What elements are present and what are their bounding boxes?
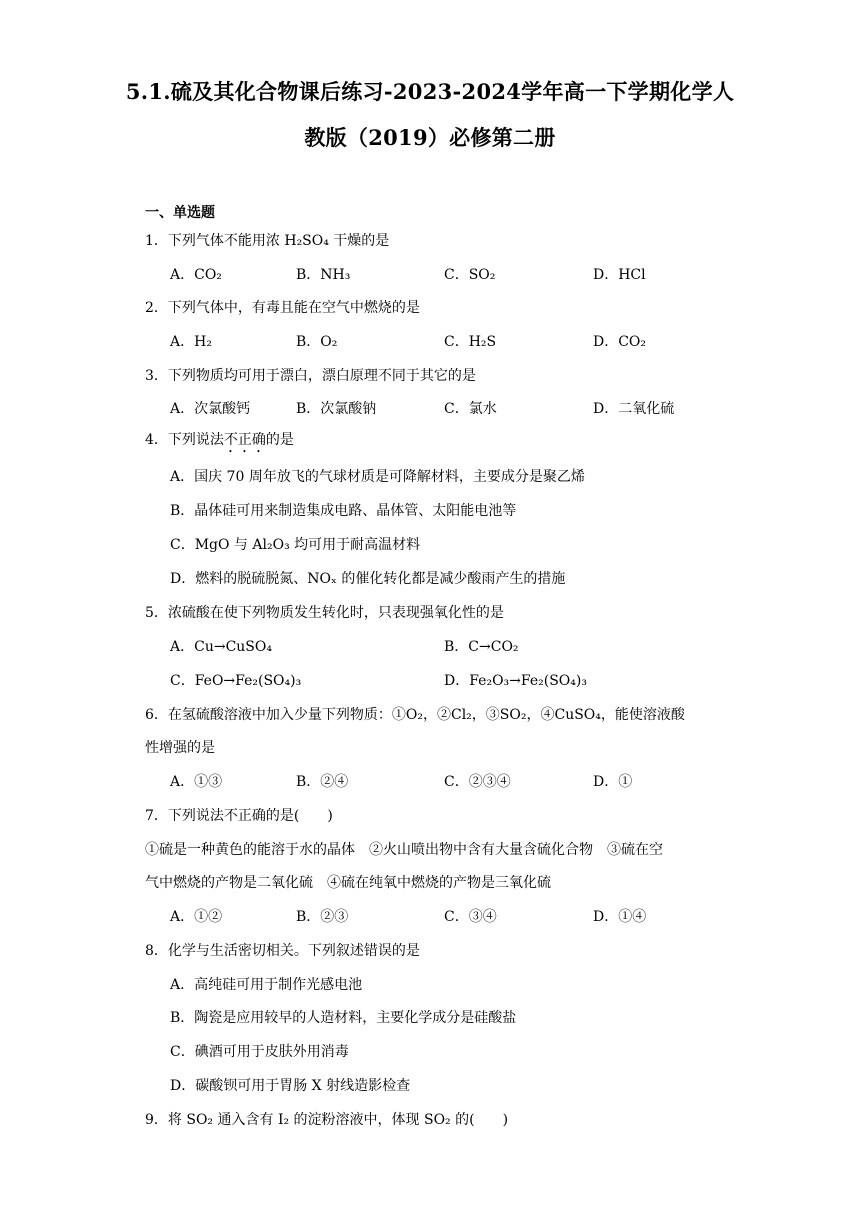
q3-option-a: A．次氯酸钙 [170,401,251,417]
q2-option-a: A．H₂ [170,334,212,350]
document-title-line2: 教版（2019）必修第二册 [304,125,556,150]
q8-option-c: C．碘酒可用于皮肤外用消毒 [170,1044,349,1060]
q1-option-d: D．HCl [593,267,646,283]
q7-option-b: B．②③ [296,909,349,925]
q2-option-b: B．O₂ [296,334,338,350]
q1-option-b: B．NH₃ [296,267,351,283]
question-6-stem: 6．在氢硫酸溶液中加入少量下列物质：①O₂，②Cl₂，③SO₂，④CuSO₄，能使溶液酸 [145,707,685,723]
q2-option-d: D．CO₂ [593,334,647,350]
q4-option-d: D．燃料的脱硫脱氮、NOₓ 的催化转化都是减少酸雨产生的措施 [170,571,566,587]
q8-option-a: A．高纯硅可用于制作光感电池 [170,977,363,993]
question-7-body-line1: ①硫是一种黄色的能溶于水的晶体 ②火山喷出物中含有大量含硫化合物 ③硫在空 [145,842,663,858]
question-5-stem: 5．浓硫酸在使下列物质发生转化时，只表现强氧化性的是 [145,605,504,621]
q4-option-a: A．国庆 70 周年放飞的气球材质是可降解材料，主要成分是聚乙烯 [170,469,585,485]
q1-option-a: A．CO₂ [170,267,222,283]
q5-option-b: B．C→CO₂ [444,639,519,655]
q1-option-c: C．SO₂ [444,267,496,283]
q3-option-d: D．二氧化硫 [593,401,675,417]
q8-option-b: B．陶瓷是应用较早的人造材料，主要化学成分是硅酸盐 [170,1010,517,1026]
q6-option-d: D．① [593,774,633,790]
q3-option-b: B．次氯酸钠 [296,401,377,417]
q7-option-d: D．①④ [593,909,647,925]
question-7-stem: 7．下列说法不正确的是( ) [145,808,333,824]
question-1-stem: 1．下列气体不能用浓 H₂SO₄ 干燥的是 [145,233,390,249]
q8-option-d: D．碳酸钡可用于胃肠 X 射线造影检查 [170,1078,411,1094]
q6-option-a: A．①③ [170,774,223,790]
q6-option-c: C．②③④ [444,774,511,790]
question-6-stem-cont: 性增强的是 [145,740,215,756]
q2-option-c: C．H₂S [444,334,497,350]
q7-option-c: C．③④ [444,909,497,925]
q5-option-d: D．Fe₂O₃→Fe₂(SO₄)₃ [444,673,587,689]
question-4-stem [145,430,294,456]
question-7-body-line2: 气中燃烧的产物是二氧化硫 ④硫在纯氧中燃烧的产物是三氧化硫 [145,875,551,891]
q4-stem-suffix: 的是 [265,432,294,448]
q5-option-a: A．Cu→CuSO₄ [170,639,272,655]
question-3-stem: 3．下列物质均可用于漂白，漂白原理不同于其它的是 [145,368,476,384]
question-2-stem: 2．下列气体中，有毒且能在空气中燃烧的是 [145,300,420,316]
section-heading: 一、单选题 [145,205,215,221]
document-title-line1: 5.1.硫及其化合物课后练习-2023-2024学年高一下学期化学人 [125,79,735,104]
q4-option-b: B．晶体硅可用来制造集成电路、晶体管、太阳能电池等 [170,503,517,519]
q3-option-c: C．氯水 [444,401,497,417]
q4-stem-prefix: 4．下列说法 [145,432,224,448]
q4-stem-emphasis: 不正确 [223,432,266,448]
q5-option-c: C．FeO→Fe₂(SO₄)₃ [170,673,302,689]
question-8-stem: 8．化学与生活密切相关。下列叙述错误的是 [145,943,420,959]
q4-option-c: C．MgO 与 Al₂O₃ 均可用于耐高温材料 [170,537,421,553]
q6-option-b: B．②④ [296,774,349,790]
question-9-stem: 9．将 SO₂ 通入含有 I₂ 的淀粉溶液中，体现 SO₂ 的( ) [145,1112,509,1128]
q7-option-a: A．①② [170,909,223,925]
